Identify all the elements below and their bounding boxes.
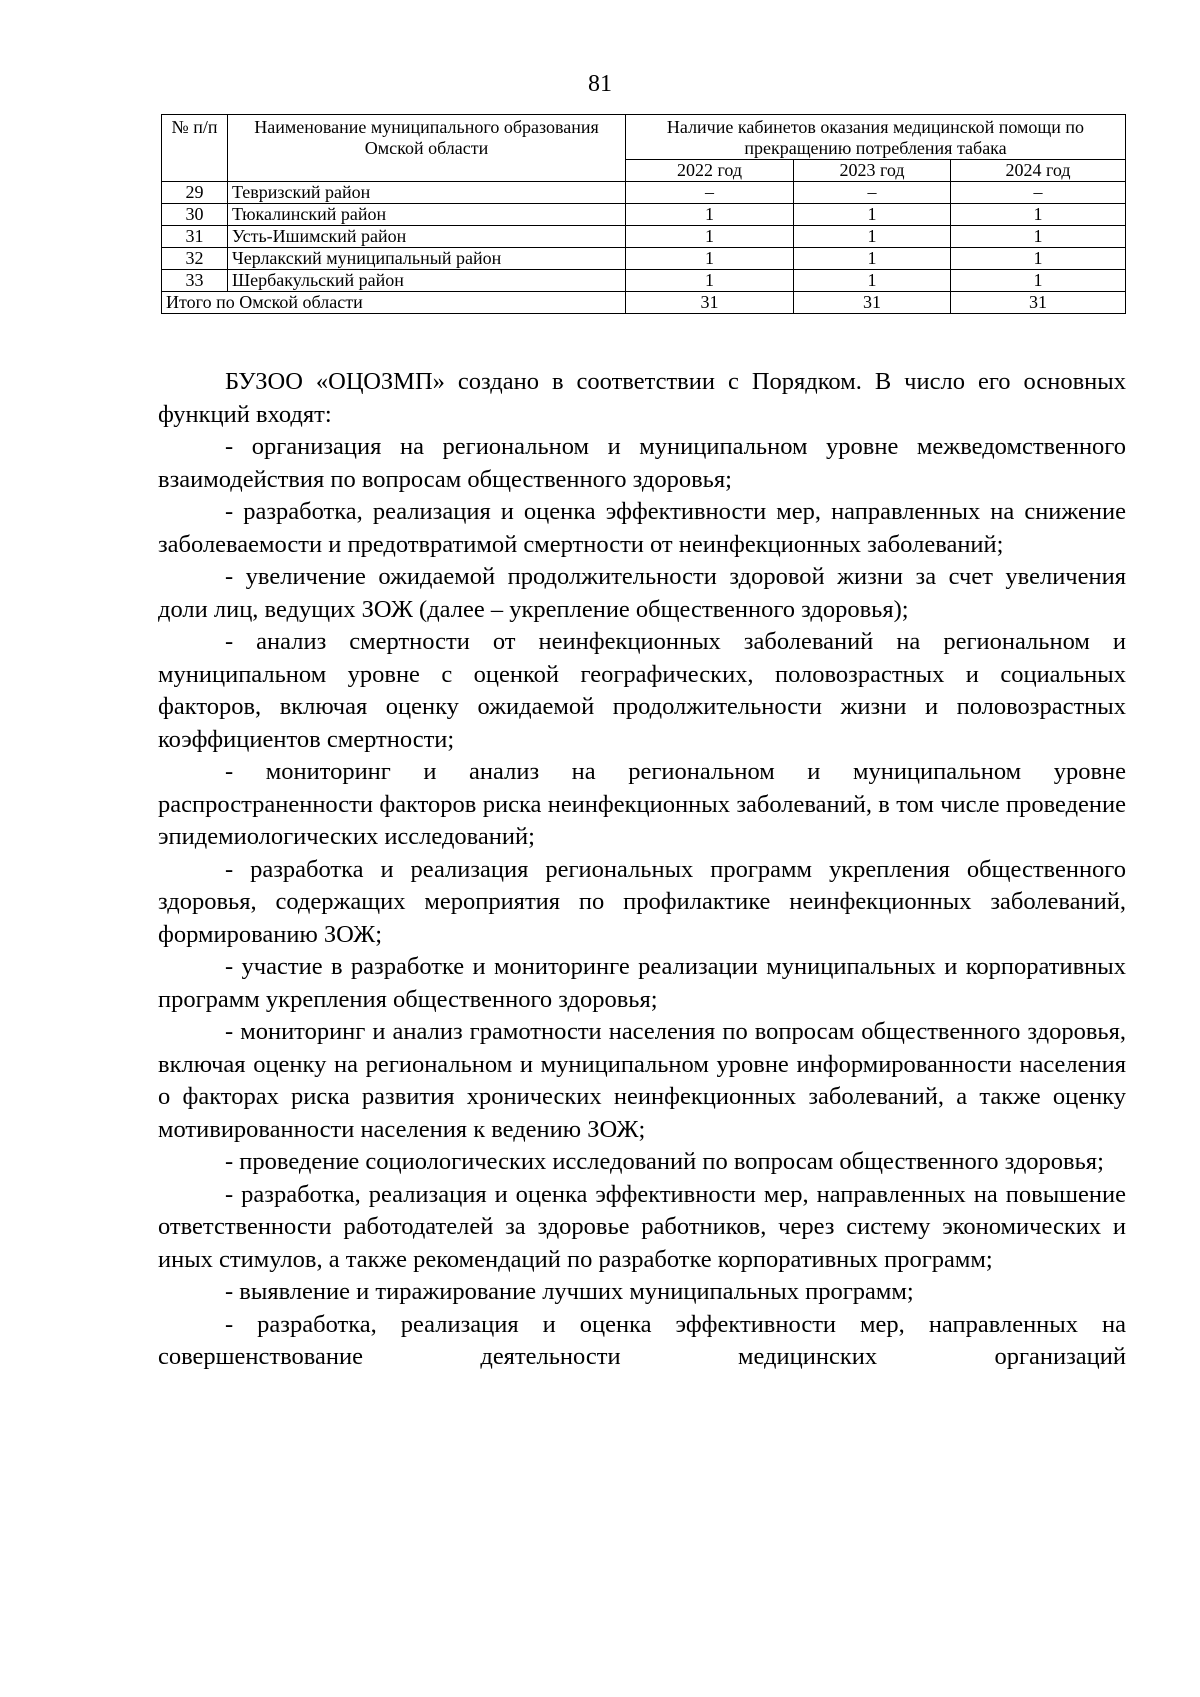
total-value: 31 xyxy=(626,292,794,314)
function-item: - анализ смертности от неинфекционных заболеваний на региональном и муниципальном уровне с оценкой географических, половозрастных и социальных факторов, включая оценку ожидаемой продолжительности жизни и половозрастных коэффициентов смертности; xyxy=(158,628,1126,753)
function-item: - разработка и реализация региональных программ укрепления общественного здоровья, содержащих мероприятия по профилактике неинфекционных заболеваний, формированию ЗОЖ; xyxy=(158,855,1126,948)
row-value: 1 xyxy=(794,226,951,248)
header-municipality: Наименование муниципального образования Омской области xyxy=(228,115,626,182)
row-value: 1 xyxy=(951,270,1126,292)
row-value: 1 xyxy=(951,204,1126,226)
function-item: - разработка, реализация и оценка эффективности мер, направленных на снижение заболеваемости и предотвратимой смертности от неинфекционных заболеваний; xyxy=(158,498,1126,558)
total-value: 31 xyxy=(951,292,1126,314)
function-item: - увеличение ожидаемой продолжительности здоровой жизни за счет увеличения доли лиц, ведущих ЗОЖ (далее – укрепление общественного здоровья); xyxy=(158,563,1126,623)
table-row xyxy=(162,182,1126,204)
row-value: 1 xyxy=(626,270,794,292)
row-number: 33 xyxy=(162,270,228,292)
page-number: 81 xyxy=(588,71,612,97)
function-item: - проведение социологических исследований по вопросам общественного здоровья; xyxy=(225,1148,1104,1175)
row-value: 1 xyxy=(626,226,794,248)
function-item: - организация на региональном и муниципальном уровне межведомственного взаимодействия по вопросам общественного здоровья; xyxy=(158,433,1126,493)
row-value: – xyxy=(951,182,1126,204)
header-year: 2022 год xyxy=(626,160,794,182)
table-row xyxy=(162,270,1126,292)
function-item: - разработка, реализация и оценка эффективности мер, направленных на совершенствование деятельности медицинских организаций xyxy=(158,1310,1126,1370)
header-num: № п/п xyxy=(162,115,228,182)
total-label: Итого по Омской области xyxy=(162,292,626,314)
header-year: 2024 год xyxy=(951,160,1126,182)
total-value: 31 xyxy=(794,292,951,314)
row-municipality: Тевризский район xyxy=(228,182,626,204)
row-number: 30 xyxy=(162,204,228,226)
row-municipality: Шербакульский район xyxy=(228,270,626,292)
row-value: – xyxy=(794,182,951,204)
function-item: - мониторинг и анализ грамотности населения по вопросам общественного здоровья, включая оценку на региональном и муниципальном уровне информированности населения о факторах риска развития хронических неинфекционных заболеваний, а также оценку мотивированности населения к ведению ЗОЖ; xyxy=(158,1018,1126,1143)
function-item: - выявление и тиражирование лучших муниципальных программ; xyxy=(225,1278,914,1305)
row-value: 1 xyxy=(794,270,951,292)
row-municipality: Тюкалинский район xyxy=(228,204,626,226)
row-number: 31 xyxy=(162,226,228,248)
row-value: 1 xyxy=(626,248,794,270)
function-item: - мониторинг и анализ на региональном и муниципальном уровне распространенности факторов риска неинфекционных заболеваний, в том числе проведение эпидемиологических исследований; xyxy=(158,758,1126,850)
row-value: 1 xyxy=(626,204,794,226)
row-value: – xyxy=(626,182,794,204)
header-year: 2023 год xyxy=(794,160,951,182)
cabinets-table xyxy=(161,114,1126,314)
intro-paragraph: БУЗОО «ОЦОЗМП» создано в соответствии с Порядком. В число его основных функций входят: xyxy=(158,368,1126,428)
table-row xyxy=(162,226,1126,248)
function-item: - участие в разработке и мониторинге реализации муниципальных и корпоративных программ укрепления общественного здоровья; xyxy=(158,953,1126,1013)
row-value: 1 xyxy=(951,226,1126,248)
row-value: 1 xyxy=(794,248,951,270)
table-row xyxy=(162,248,1126,270)
row-value: 1 xyxy=(951,248,1126,270)
header-cabinets: Наличие кабинетов оказания медицинской помощи по прекращению потребления табака xyxy=(626,115,1126,160)
table-total-row xyxy=(162,292,1126,314)
row-municipality: Усть-Ишимский район xyxy=(228,226,626,248)
row-number: 29 xyxy=(162,182,228,204)
row-number: 32 xyxy=(162,248,228,270)
row-municipality: Черлакский муниципальный район xyxy=(228,248,626,270)
body-text xyxy=(158,366,1126,1374)
row-value: 1 xyxy=(794,204,951,226)
table-row xyxy=(162,204,1126,226)
function-item: - разработка, реализация и оценка эффективности мер, направленных на повышение ответственности работодателей за здоровье работников, через систему экономических и иных стимулов, а также рекомендаций по разработке корпоративных программ; xyxy=(158,1180,1126,1273)
